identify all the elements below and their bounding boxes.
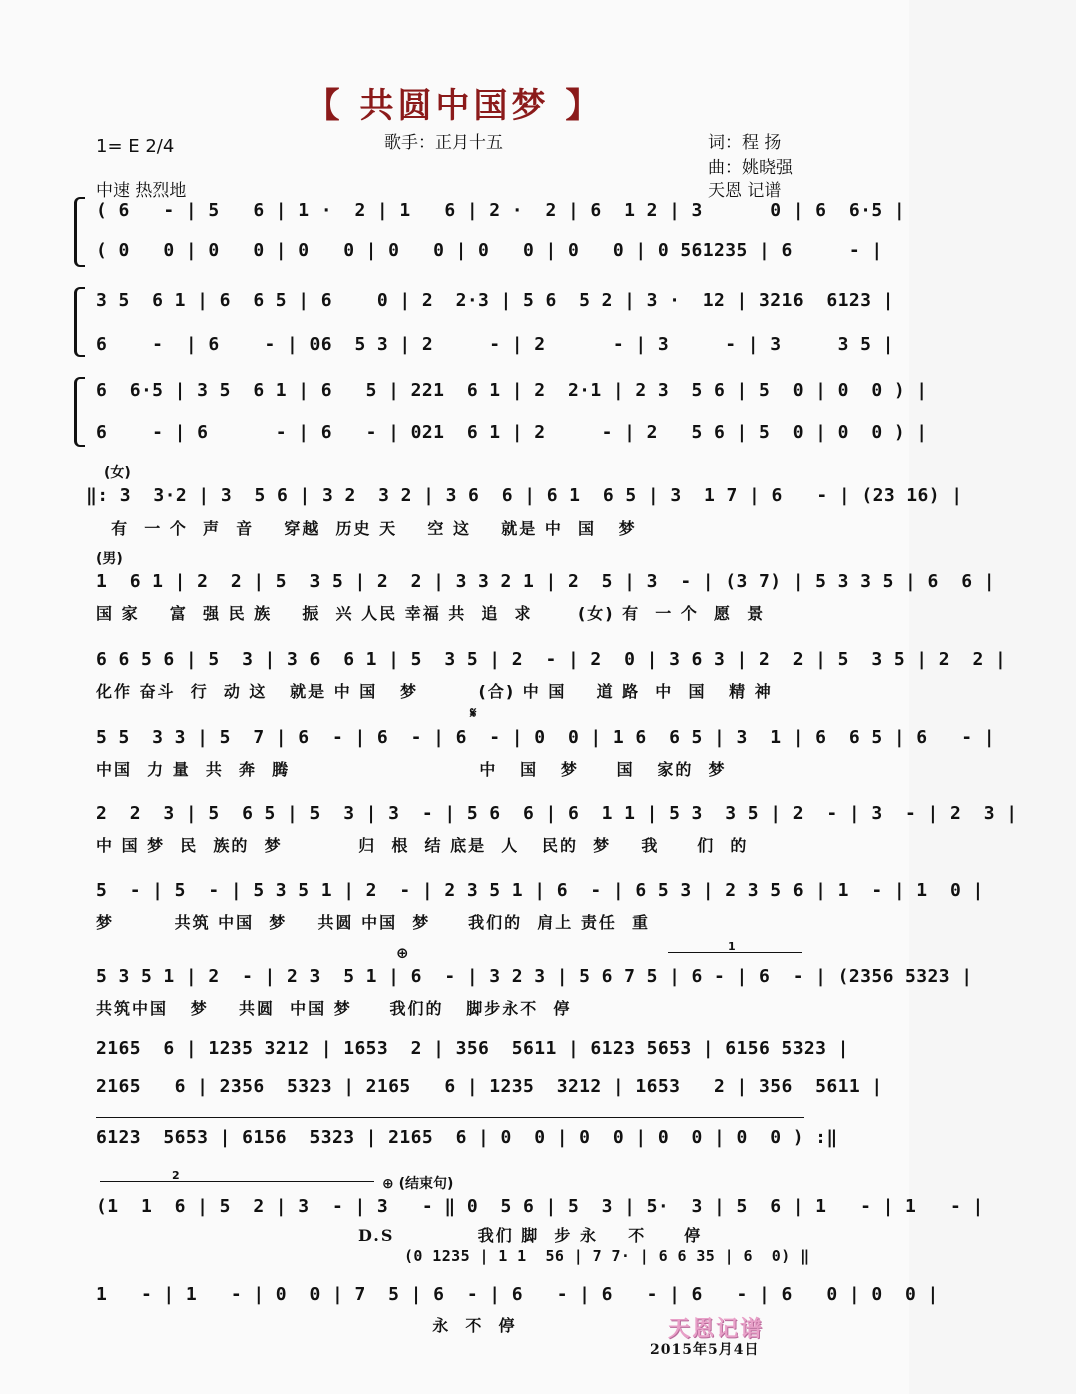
score-line: ( 0 0 | 0 0 | 0 0 | 0 0 | 0 0 | 0 0 | 0 561235 | 6 - | xyxy=(96,240,883,261)
key-signature: 1= E 2/4 xyxy=(96,136,175,157)
score-line: 2165 6 | 1235 3212 | 1653 2 | 356 5611 | 6123 5653 | 6156 5323 | xyxy=(96,1038,849,1059)
system-brace xyxy=(74,287,85,357)
song-title: 【 共圆中国梦 】 xyxy=(305,86,604,126)
part-label-male: (男) xyxy=(96,551,123,567)
lyric-line: 中国 力 量 共 奔 腾 中 国 梦 国 家的 梦 xyxy=(96,760,727,779)
volta-number: 1 xyxy=(728,940,736,953)
volta-number: 2 xyxy=(172,1169,180,1182)
score-line: 6 6·5 | 3 5 6 1 | 6 5 | 221 6 1 | 2 2·1 | 2 3 5 6 | 5 0 | 0 0 ) | xyxy=(96,380,928,401)
singer-credit: 歌手：正月十五 xyxy=(384,133,503,153)
score-line: 6123 5653 | 6156 5323 | 2165 6 | 0 0 | 0 0 | 0 0 | 0 0 ) :‖ xyxy=(96,1127,838,1148)
staff-divider xyxy=(96,1117,804,1118)
score-line: 2165 6 | 2356 5323 | 2165 6 | 1235 3212 | 1653 2 | 356 5611 | xyxy=(96,1076,883,1097)
score-line: 2 2 3 | 5 6 5 | 5 3 | 3 - | 5 6 6 | 6 1 1 | 5 3 3 5 | 2 - | 3 - | 2 3 | xyxy=(96,803,1018,824)
lyric-line: 中 国 梦 民 族的 梦 归 根 结 底是 人 民的 梦 我 们 的 xyxy=(96,836,749,855)
lyric-line: 有 一 个 声 音 穿越 历史 天 空 这 就是 中 国 梦 xyxy=(96,519,637,538)
watermark-logo: 天恩记谱 xyxy=(668,1317,765,1342)
lyric-line: 永 不 停 xyxy=(296,1316,517,1335)
lyric-line: 梦 共筑 中国 梦 共圆 中国 梦 我们的 肩上 责任 重 xyxy=(96,913,650,932)
system-brace xyxy=(74,197,85,267)
score-date: 2015年5月4日 xyxy=(650,1342,760,1358)
system-brace xyxy=(74,377,85,447)
segno-sign: 𝄋 xyxy=(470,704,477,722)
score-line: 5 - | 5 - | 5 3 5 1 | 2 - | 2 3 5 1 | 6 - | 6 5 3 | 2 3 5 6 | 1 - | 1 0 | xyxy=(96,880,984,901)
composer-credit: 曲：姚晓强 xyxy=(708,158,793,178)
score-line: 1 - | 1 - | 0 0 | 7 5 | 6 - | 6 - | 6 - | 6 - | 6 0 | 0 0 | xyxy=(96,1284,939,1305)
tempo-marking: 中速 热烈地 xyxy=(96,181,187,201)
score-line: ( 6 - | 5 6 | 1 · 2 | 1 6 | 2 · 2 | 6 1 2 | 3 0 | 6 6·5 | xyxy=(96,200,906,221)
score-line: 5 3 5 1 | 2 - | 2 3 5 1 | 6 - | 3 2 3 | 5 6 7 5 | 6 - | 6 - | (2356 5323 | xyxy=(96,966,973,987)
score-line: 1 6 1 | 2 2 | 5 3 5 | 2 2 | 3 3 2 1 | 2 5 | 3 - | (3 7) | 5 3 3 5 | 6 6 | xyxy=(96,571,995,592)
lyric-line: 化作 奋斗 行 动 这 就是 中 国 梦 (合) 中 国 道 路 中 国 精 神 xyxy=(96,682,773,701)
part-label-female: (女) xyxy=(104,465,131,481)
lyric-line: 国 家 富 强 民 族 振 兴 人民 幸福 共 追 求 (女) 有 一 个 愿 景 xyxy=(96,604,766,623)
coda-ending-label: ⊕ (结束句) xyxy=(382,1176,454,1192)
score-line: 3 5 6 1 | 6 6 5 | 6 0 | 2 2·3 | 5 6 5 2 | 3 · 12 | 3216 6123 | xyxy=(96,290,894,311)
coda-sign: ⊕ xyxy=(396,944,409,962)
score-line: ‖: 3 3·2 | 3 5 6 | 3 2 3 2 | 3 6 6 | 6 1 6 5 | 3 1 7 | 6 - | (23 16) | xyxy=(86,485,963,506)
lyric-line: D.S 我们 脚 步 永 不 停 xyxy=(358,1226,703,1245)
score-line: 6 - | 6 - | 6 - | 021 6 1 | 2 - | 2 5 6 | 5 0 | 0 0 ) | xyxy=(96,422,928,443)
score-line: (1 1 6 | 5 2 | 3 - | 3 - ‖ 0 5 6 | 5 3 | 5· 3 | 5 6 | 1 - | 1 - | xyxy=(96,1196,984,1217)
volta-bracket xyxy=(100,1181,374,1182)
score-line: (0 1235 | 1 1 56 | 7 7· | 6 6 35 | 6 0) ‖ xyxy=(404,1247,810,1265)
score-line: 6 - | 6 - | 06 5 3 | 2 - | 2 - | 3 - | 3 3 5 | xyxy=(96,334,894,355)
score-line: 6 6 5 6 | 5 3 | 3 6 6 1 | 5 3 5 | 2 - | 2 0 | 3 6 3 | 2 2 | 5 3 5 | 2 2 | xyxy=(96,649,1007,670)
lyric-line: 共筑中国 梦 共圆 中国 梦 我们的 脚步永不 停 xyxy=(96,999,572,1018)
lyricist-credit: 词：程 扬 xyxy=(708,133,782,153)
notation-credit: 天恩 记谱 xyxy=(708,181,782,201)
score-line: 5 5 3 3 | 5 7 | 6 - | 6 - | 6 - | 0 0 | 1 6 6 5 | 3 1 | 6 6 5 | 6 - | xyxy=(96,727,995,748)
